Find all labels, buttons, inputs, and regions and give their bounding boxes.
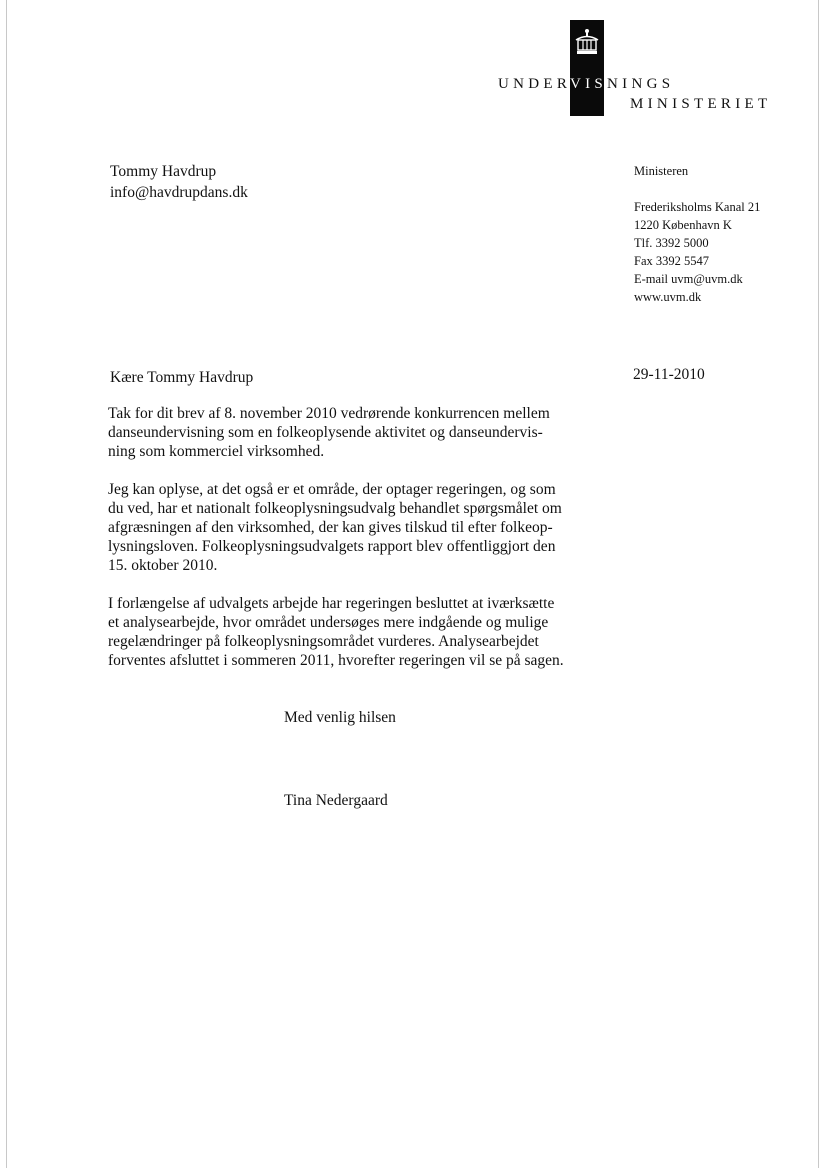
logo-text-after: NINGS <box>607 76 675 92</box>
crown-icon <box>573 28 601 58</box>
paragraph-line: I forlængelse af udvalgets arbejde har regeringen besluttet at iværksætte <box>108 595 555 612</box>
paragraph-line: forventes afsluttet i sommeren 2011, hvorefter regeringen vil se på sagen. <box>108 652 564 669</box>
paragraph-line: et analysearbejde, hvor området undersøges mere indgående og mulige <box>108 614 549 631</box>
paragraph-line: danseundervisning som en folkeoplysende aktivitet og danseundervis- <box>108 424 543 441</box>
closing: Med venlig hilsen <box>284 709 396 726</box>
logo-wordmark-line1 <box>498 76 674 93</box>
paragraph <box>108 404 608 461</box>
paragraph-line: 15. oktober 2010. <box>108 557 218 574</box>
paragraph-line: afgræsningen af den virksomhed, der kan gives tilskud til efter folkeop- <box>108 519 553 536</box>
sender-role: Ministeren <box>634 164 689 178</box>
logo-text-inverted: VIS <box>569 76 608 92</box>
sender-fax: Fax 3392 5547 <box>634 254 709 268</box>
sender-email: E-mail uvm@uvm.dk <box>634 272 743 286</box>
paragraph <box>108 594 608 670</box>
paragraph-line: lysningsloven. Folkeoplysningsudvalgets rapport blev offentliggjort den <box>108 538 556 555</box>
sender-address-line: Frederiksholms Kanal 21 <box>634 200 761 214</box>
paragraph-line: regelændringer på folkeoplysningsområdet vurderes. Analysearbejdet <box>108 633 539 650</box>
salutation: Kære Tommy Havdrup <box>110 369 254 386</box>
recipient-name: Tommy Havdrup <box>110 163 217 180</box>
paragraph-line: du ved, har et nationalt folkeoplysningsudvalg behandlet spørgsmålet om <box>108 500 562 517</box>
sender-address-line: 1220 København K <box>634 218 732 232</box>
logo-wordmark-line2: MINISTERIET <box>630 96 772 112</box>
scan-edge-right <box>818 0 819 1168</box>
sender-sidebar <box>634 162 760 306</box>
paragraph-line: Tak for dit brev af 8. november 2010 vedrørende konkurrencen mellem <box>108 405 550 422</box>
paragraph <box>108 480 608 575</box>
paragraph-line: ning som kommerciel virksomhed. <box>108 443 325 460</box>
letter-body <box>108 404 608 689</box>
letter-date: 29-11-2010 <box>633 366 705 383</box>
scan-edge-left <box>6 0 7 1168</box>
signature-name: Tina Nedergaard <box>284 792 388 809</box>
logo-text-before: UNDER <box>498 76 570 92</box>
recipient-email: info@havdrupdans.dk <box>110 184 248 201</box>
paragraph-line: Jeg kan oplyse, at det også er et område, der optager regeringen, og som <box>108 481 556 498</box>
ministry-logo-block <box>570 20 604 116</box>
sender-phone: Tlf. 3392 5000 <box>634 236 709 250</box>
recipient-block <box>110 161 248 203</box>
sender-website: www.uvm.dk <box>634 290 702 304</box>
